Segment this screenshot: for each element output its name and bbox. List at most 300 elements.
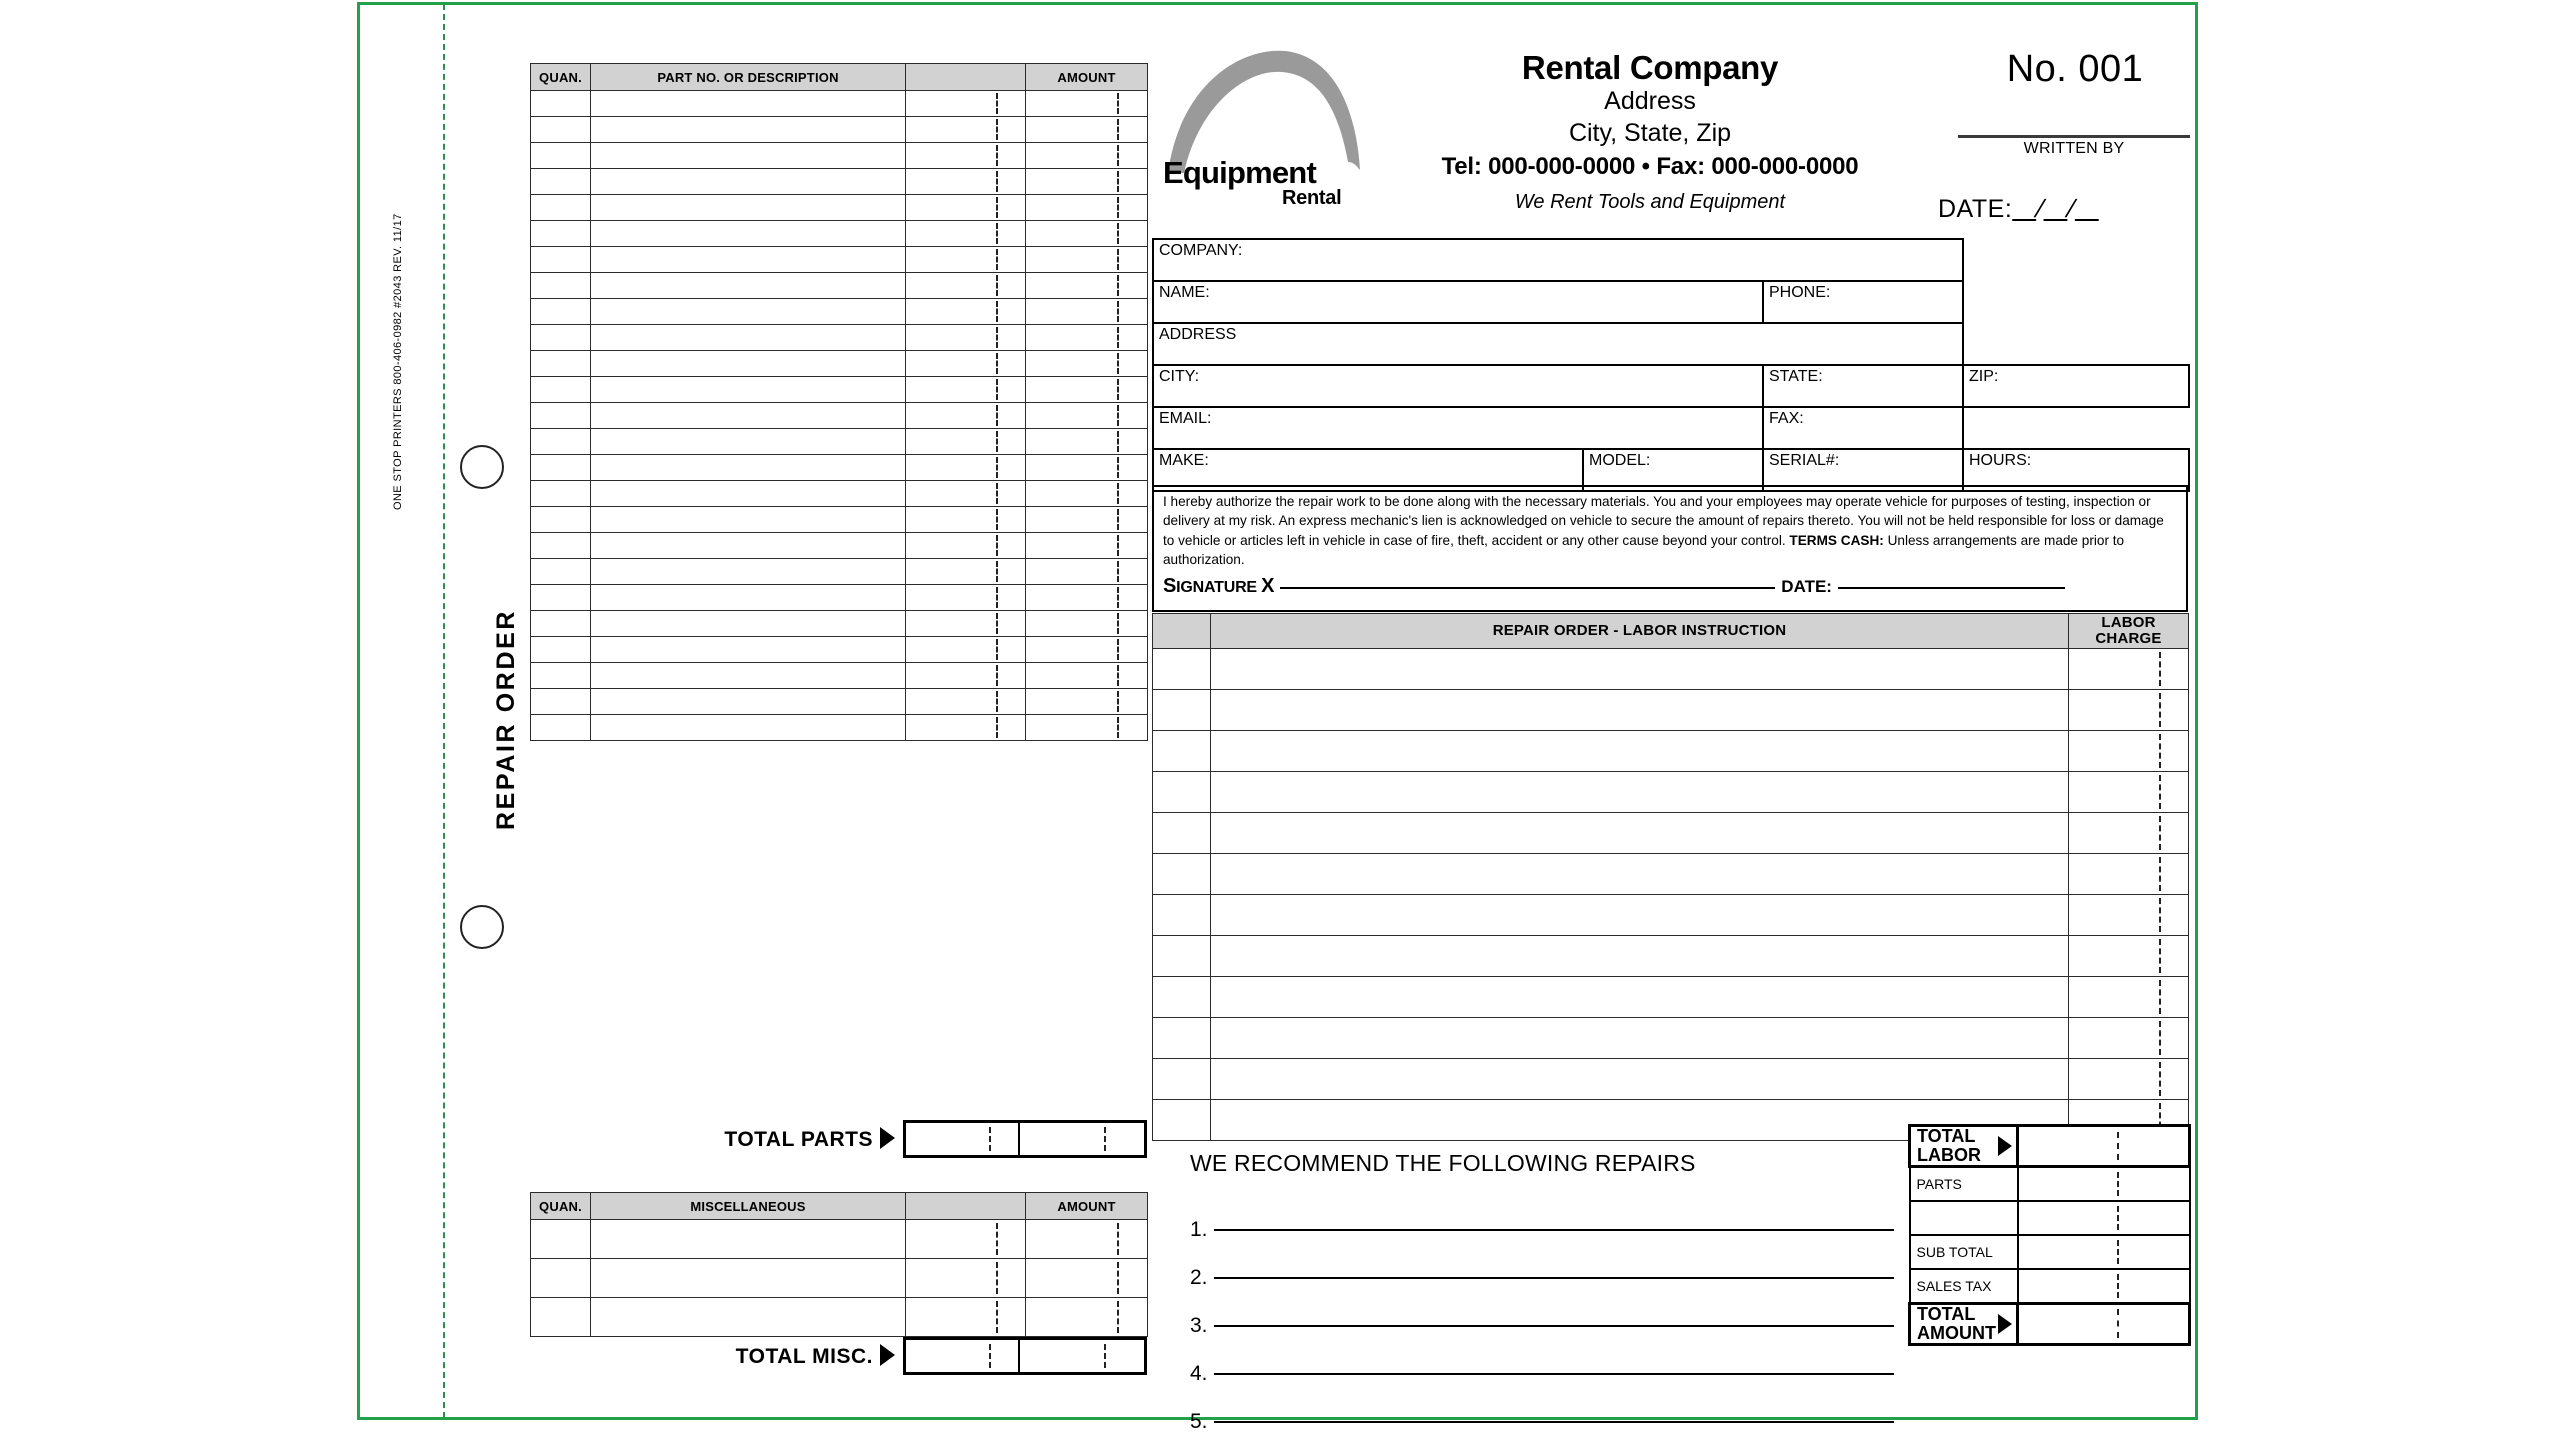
- labor-charge-cell[interactable]: [2069, 690, 2189, 731]
- hole-punch-icon: [460, 905, 504, 949]
- totals-label-line1: SALES TAX: [1916, 1277, 1992, 1294]
- parts-description-cell[interactable]: [591, 481, 906, 507]
- parts-row[interactable]: [531, 91, 1148, 117]
- total-parts-cents-dash: [989, 1127, 991, 1151]
- parts-description-cell[interactable]: [591, 195, 906, 221]
- parts-amount-cell[interactable]: [1026, 91, 1148, 117]
- field-label: EMAIL:: [1159, 410, 1212, 427]
- misc-col-rate: [906, 1193, 1026, 1220]
- labor-marker-cell[interactable]: [1153, 1018, 1211, 1059]
- misc-description-cell[interactable]: [591, 1259, 906, 1298]
- recommend-item-number: 2.: [1190, 1266, 1208, 1289]
- parts-row[interactable]: [531, 611, 1148, 637]
- recommend-item-number: 1.: [1190, 1218, 1208, 1241]
- labor-row[interactable]: [1153, 813, 2189, 854]
- parts-description-cell[interactable]: [591, 169, 906, 195]
- labor-row[interactable]: [1153, 895, 2189, 936]
- parts-col-amount: AMOUNT: [1026, 64, 1148, 91]
- company-logo: [1160, 45, 1375, 209]
- recommend-item[interactable]: [1190, 1362, 1894, 1386]
- customer-field-phone[interactable]: [1763, 281, 1963, 323]
- arrow-right-icon: [1998, 1136, 2012, 1156]
- parts-amount-cell[interactable]: [1026, 481, 1148, 507]
- labor-instruction-cell[interactable]: [1211, 1059, 2069, 1100]
- customer-field-row: [1153, 407, 2189, 449]
- customer-field-address[interactable]: [1153, 323, 1963, 365]
- totals-label-line2: AMOUNT: [1917, 1322, 1996, 1343]
- parts-rate-cell[interactable]: [906, 455, 1026, 481]
- total-misc-value-box[interactable]: [903, 1337, 1147, 1375]
- written-by-rule[interactable]: [1958, 135, 2190, 138]
- parts-description-cell[interactable]: [591, 715, 906, 741]
- parts-description-cell[interactable]: [591, 273, 906, 299]
- parts-rate-cell[interactable]: [906, 351, 1026, 377]
- parts-row[interactable]: [531, 377, 1148, 403]
- labor-row[interactable]: [1153, 772, 2189, 813]
- misc-amount-cell[interactable]: [1026, 1298, 1148, 1337]
- parts-quan-cell[interactable]: [531, 715, 591, 741]
- parts-amount-cell[interactable]: [1026, 559, 1148, 585]
- parts-amount-cell[interactable]: [1026, 611, 1148, 637]
- parts-rate-cell[interactable]: [906, 117, 1026, 143]
- parts-quan-cell[interactable]: [531, 377, 591, 403]
- parts-row[interactable]: [531, 689, 1148, 715]
- labor-marker-cell[interactable]: [1153, 690, 1211, 731]
- signature-date-label: DATE:: [1781, 577, 1832, 597]
- labor-instruction-cell[interactable]: [1211, 977, 2069, 1018]
- labor-instruction-cell[interactable]: [1211, 854, 2069, 895]
- misc-quan-cell[interactable]: [531, 1220, 591, 1259]
- parts-quan-cell[interactable]: [531, 117, 591, 143]
- parts-rate-cell[interactable]: [906, 663, 1026, 689]
- field-label: NAME:: [1159, 284, 1210, 301]
- parts-description-cell[interactable]: [591, 455, 906, 481]
- misc-col-quan: QUAN.: [531, 1193, 591, 1220]
- order-number: No. 001: [2006, 48, 2144, 90]
- parts-row[interactable]: [531, 273, 1148, 299]
- labor-instruction-cell[interactable]: [1211, 690, 2069, 731]
- totals-row: [1910, 1166, 2190, 1201]
- parts-description-cell[interactable]: [591, 247, 906, 273]
- labor-charge-cell[interactable]: [2069, 895, 2189, 936]
- labor-marker-cell[interactable]: [1153, 1059, 1211, 1100]
- parts-row[interactable]: [531, 195, 1148, 221]
- labor-marker-cell[interactable]: [1153, 813, 1211, 854]
- parts-quan-cell[interactable]: [531, 429, 591, 455]
- field-label: COMPANY:: [1159, 242, 1243, 259]
- customer-info-table: [1152, 238, 2190, 492]
- totals-label-line2: LABOR: [1917, 1144, 1981, 1165]
- parts-amount-cell[interactable]: [1026, 273, 1148, 299]
- company-address: Address: [1604, 87, 1696, 116]
- parts-quan-cell[interactable]: [531, 507, 591, 533]
- totals-label-line1: SUB TOTAL: [1916, 1243, 1993, 1260]
- parts-description-cell[interactable]: [591, 637, 906, 663]
- parts-amount-cell[interactable]: [1026, 143, 1148, 169]
- arrow-right-icon: [1998, 1314, 2012, 1334]
- parts-col-description: PART NO. OR DESCRIPTION: [591, 64, 906, 91]
- labor-row[interactable]: [1153, 854, 2189, 895]
- totals-label-line1: TOTAL: [1917, 1303, 1976, 1324]
- parts-quan-cell[interactable]: [531, 663, 591, 689]
- parts-amount-cell[interactable]: [1026, 221, 1148, 247]
- parts-description-cell[interactable]: [591, 663, 906, 689]
- labor-charge-cell[interactable]: [2069, 731, 2189, 772]
- totals-value-parts[interactable]: [2018, 1166, 2190, 1201]
- field-label: MAKE:: [1159, 452, 1209, 469]
- misc-row[interactable]: [531, 1220, 1148, 1259]
- totals-value-total-labor[interactable]: [2018, 1126, 2190, 1167]
- parts-description-cell[interactable]: [591, 299, 906, 325]
- parts-quan-cell[interactable]: [531, 689, 591, 715]
- misc-amount-cell[interactable]: [1026, 1220, 1148, 1259]
- printer-credit-text: ONE STOP PRINTERS 800-406-0982 #2043 REV. 11/17: [392, 213, 404, 510]
- total-misc-label: TOTAL MISC.: [735, 1345, 873, 1368]
- labor-row[interactable]: [1153, 1059, 2189, 1100]
- parts-description-cell[interactable]: [591, 117, 906, 143]
- parts-row[interactable]: [531, 533, 1148, 559]
- labor-marker-cell[interactable]: [1153, 1100, 1211, 1141]
- parts-row[interactable]: [531, 143, 1148, 169]
- labor-marker-cell[interactable]: [1153, 854, 1211, 895]
- parts-quan-cell[interactable]: [531, 143, 591, 169]
- authorization-block: [1152, 485, 2188, 612]
- parts-row[interactable]: [531, 247, 1148, 273]
- totals-value-sales-tax[interactable]: [2018, 1269, 2190, 1304]
- parts-quan-cell[interactable]: [531, 169, 591, 195]
- parts-description-cell[interactable]: [591, 507, 906, 533]
- parts-amount-cell[interactable]: [1026, 715, 1148, 741]
- parts-description-cell[interactable]: [591, 143, 906, 169]
- customer-field-company[interactable]: [1153, 239, 1963, 281]
- parts-row[interactable]: [531, 403, 1148, 429]
- parts-quan-cell[interactable]: [531, 585, 591, 611]
- parts-amount-cell[interactable]: [1026, 169, 1148, 195]
- parts-description-cell[interactable]: [591, 559, 906, 585]
- authorization-text-part1: I hereby authorize the repair work to be done along with the necessary materials. You and your employees may operate vehicle for purposes of testing, inspection or delivery at my risk. An express mechanic's lien is acknowledged on vehicle to secure the amount of repairs thereto. You will not be held responsible for loss or damage to vehicle or articles left in vehicle in case of fire, theft, accident or any other cause beyond your control.: [1163, 494, 2164, 548]
- parts-rate-cell[interactable]: [906, 689, 1026, 715]
- signature-ignature: IGNATURE: [1176, 579, 1262, 597]
- misc-quan-cell[interactable]: [531, 1298, 591, 1337]
- parts-row[interactable]: [531, 351, 1148, 377]
- parts-description-cell[interactable]: [591, 403, 906, 429]
- parts-rate-cell[interactable]: [906, 429, 1026, 455]
- recommend-item-rule[interactable]: [1214, 1325, 1894, 1327]
- labor-charge-cell[interactable]: [2069, 649, 2189, 690]
- parts-row[interactable]: [531, 169, 1148, 195]
- parts-amount-cell[interactable]: [1026, 663, 1148, 689]
- labor-row[interactable]: [1153, 731, 2189, 772]
- company-city-state-zip: City, State, Zip: [1568, 118, 1732, 147]
- parts-description-cell[interactable]: [591, 351, 906, 377]
- parts-rate-cell[interactable]: [906, 143, 1026, 169]
- signature-s: S: [1163, 575, 1177, 598]
- parts-description-cell[interactable]: [591, 377, 906, 403]
- parts-amount-cell[interactable]: [1026, 351, 1148, 377]
- parts-quan-cell[interactable]: [531, 611, 591, 637]
- customer-field-row: [1153, 323, 2189, 365]
- logo-word-rental: Rental: [1282, 187, 1342, 209]
- signature-input-rule[interactable]: [1280, 587, 1775, 589]
- parts-quan-cell[interactable]: [531, 637, 591, 663]
- labor-charge-cell[interactable]: [2069, 772, 2189, 813]
- labor-row[interactable]: [1153, 1018, 2189, 1059]
- company-name: Rental Company: [1521, 49, 1779, 86]
- labor-row[interactable]: [1153, 649, 2189, 690]
- misc-col-amount: AMOUNT: [1026, 1193, 1148, 1220]
- parts-rate-cell[interactable]: [906, 507, 1026, 533]
- signature-x-mark: X: [1261, 575, 1275, 598]
- totals-label-sales-tax: [1910, 1269, 2018, 1304]
- parts-rate-cell[interactable]: [906, 637, 1026, 663]
- labor-instruction-cell[interactable]: [1211, 772, 2069, 813]
- misc-rate-cell[interactable]: [906, 1298, 1026, 1337]
- customer-field-city[interactable]: [1153, 365, 1763, 407]
- labor-instruction-cell[interactable]: [1211, 649, 2069, 690]
- parts-table-header-row: [531, 64, 1148, 91]
- misc-quan-cell[interactable]: [531, 1259, 591, 1298]
- labor-marker-cell[interactable]: [1153, 895, 1211, 936]
- parts-rate-cell[interactable]: [906, 403, 1026, 429]
- recommend-item[interactable]: [1190, 1410, 1894, 1434]
- misc-table-body: [531, 1220, 1148, 1337]
- parts-rate-cell[interactable]: [906, 273, 1026, 299]
- total-parts-row: [530, 1120, 1147, 1158]
- labor-instruction-cell[interactable]: [1211, 936, 2069, 977]
- parts-description-cell[interactable]: [591, 429, 906, 455]
- parts-row[interactable]: [531, 507, 1148, 533]
- parts-row[interactable]: [531, 299, 1148, 325]
- hole-punch-icon: [460, 445, 504, 489]
- parts-description-cell[interactable]: [591, 91, 906, 117]
- parts-amount-cell[interactable]: [1026, 195, 1148, 221]
- parts-row[interactable]: [531, 585, 1148, 611]
- parts-rate-cell[interactable]: [906, 377, 1026, 403]
- arrow-right-icon: [880, 1127, 895, 1149]
- totals-table-body: [1910, 1126, 2190, 1345]
- field-label: ZIP:: [1969, 368, 1999, 385]
- labor-col-blank: [1153, 614, 1211, 649]
- labor-instruction-cell[interactable]: [1211, 1018, 2069, 1059]
- parts-quan-cell[interactable]: [531, 247, 591, 273]
- recommend-item-rule[interactable]: [1214, 1421, 1894, 1423]
- labor-marker-cell[interactable]: [1153, 977, 1211, 1018]
- parts-rate-cell[interactable]: [906, 91, 1026, 117]
- labor-row[interactable]: [1153, 690, 2189, 731]
- parts-amount-cell[interactable]: [1026, 455, 1148, 481]
- recommend-item-rule[interactable]: [1214, 1373, 1894, 1375]
- recommend-item-rule[interactable]: [1214, 1277, 1894, 1279]
- page-title-vertical: REPAIR ORDER: [492, 608, 520, 830]
- parts-row[interactable]: [531, 663, 1148, 689]
- labor-instruction-table: [1152, 613, 2189, 1141]
- parts-rate-cell[interactable]: [906, 299, 1026, 325]
- customer-field-name[interactable]: [1153, 281, 1763, 323]
- customer-field-row: [1153, 281, 2189, 323]
- parts-amount-cell[interactable]: [1026, 377, 1148, 403]
- labor-charge-cell[interactable]: [2069, 977, 2189, 1018]
- labor-col-charge: [2069, 614, 2189, 649]
- parts-rate-cell[interactable]: [906, 169, 1026, 195]
- parts-amount-cell[interactable]: [1026, 637, 1148, 663]
- recommend-item-number: 4.: [1190, 1362, 1208, 1385]
- parts-description-cell[interactable]: [591, 585, 906, 611]
- parts-rate-cell[interactable]: [906, 559, 1026, 585]
- parts-row[interactable]: [531, 559, 1148, 585]
- labor-table-header-row: [1153, 614, 2189, 649]
- customer-field-row: [1153, 239, 2189, 281]
- signature-row: [1163, 575, 2177, 605]
- parts-quan-cell[interactable]: [531, 559, 591, 585]
- customer-field-zip[interactable]: [1963, 365, 2189, 407]
- labor-charge-cell[interactable]: [2069, 854, 2189, 895]
- misc-description-cell[interactable]: [591, 1220, 906, 1259]
- parts-rate-cell[interactable]: [906, 221, 1026, 247]
- arrow-right-icon: [880, 1344, 895, 1366]
- parts-rate-cell[interactable]: [906, 247, 1026, 273]
- total-parts-cents-dash: [1104, 1127, 1106, 1151]
- parts-quan-cell[interactable]: [531, 403, 591, 429]
- company-tagline: We Rent Tools and Equipment: [1514, 190, 1786, 213]
- parts-row[interactable]: [531, 637, 1148, 663]
- parts-amount-cell[interactable]: [1026, 585, 1148, 611]
- order-date-field[interactable]: DATE: / /: [1938, 195, 2080, 223]
- parts-rate-cell[interactable]: [906, 481, 1026, 507]
- parts-quan-cell[interactable]: [531, 455, 591, 481]
- total-misc-cents-dash: [989, 1344, 991, 1368]
- parts-quan-cell[interactable]: [531, 481, 591, 507]
- labor-row[interactable]: [1153, 936, 2189, 977]
- parts-quan-cell[interactable]: [531, 533, 591, 559]
- labor-charge-cell[interactable]: [2069, 813, 2189, 854]
- parts-amount-cell[interactable]: [1026, 533, 1148, 559]
- totals-row: [1910, 1201, 2190, 1235]
- totals-row: [1910, 1235, 2190, 1269]
- parts-row[interactable]: [531, 221, 1148, 247]
- parts-quan-cell[interactable]: [531, 351, 591, 377]
- recommend-item[interactable]: [1190, 1218, 1894, 1242]
- parts-description-cell[interactable]: [591, 611, 906, 637]
- field-label: SERIAL#:: [1769, 452, 1840, 469]
- parts-amount-cell[interactable]: [1026, 325, 1148, 351]
- field-label: CITY:: [1159, 368, 1200, 385]
- miscellaneous-table: [530, 1192, 1148, 1337]
- recommend-item-rule[interactable]: [1214, 1229, 1894, 1231]
- parts-amount-cell[interactable]: [1026, 403, 1148, 429]
- parts-rate-cell[interactable]: [906, 325, 1026, 351]
- labor-charge-cell[interactable]: [2069, 1059, 2189, 1100]
- parts-description-cell[interactable]: [591, 325, 906, 351]
- customer-field-state[interactable]: [1763, 365, 1963, 407]
- parts-col-rate: [906, 64, 1026, 91]
- parts-quan-cell[interactable]: [531, 195, 591, 221]
- parts-quan-cell[interactable]: [531, 221, 591, 247]
- misc-table-header-row: [531, 1193, 1148, 1220]
- labor-marker-cell[interactable]: [1153, 731, 1211, 772]
- labor-table-body: [1153, 649, 2189, 1141]
- parts-rate-cell[interactable]: [906, 195, 1026, 221]
- field-label: HOURS:: [1969, 452, 2032, 469]
- parts-row[interactable]: [531, 117, 1148, 143]
- totals-row: [1910, 1269, 2190, 1304]
- parts-description-cell[interactable]: [591, 689, 906, 715]
- totals-value-total-amount[interactable]: [2018, 1303, 2190, 1344]
- recommend-title: WE RECOMMEND THE FOLLOWING REPAIRS: [1190, 1150, 1696, 1176]
- labor-instruction-cell[interactable]: [1211, 895, 2069, 936]
- labor-row[interactable]: [1153, 977, 2189, 1018]
- misc-row[interactable]: [531, 1298, 1148, 1337]
- totals-label-total-labor: [1910, 1126, 2018, 1167]
- labor-marker-cell[interactable]: [1153, 649, 1211, 690]
- total-misc-cents-dash: [1104, 1344, 1106, 1368]
- totals-row: [1910, 1303, 2190, 1344]
- total-parts-value-box[interactable]: [903, 1120, 1147, 1158]
- parts-row[interactable]: [531, 429, 1148, 455]
- customer-field-email[interactable]: [1153, 407, 1763, 449]
- totals-label-parts: [1910, 1166, 2018, 1201]
- parts-description-cell[interactable]: [591, 533, 906, 559]
- parts-quan-cell[interactable]: [531, 299, 591, 325]
- parts-amount-cell[interactable]: [1026, 689, 1148, 715]
- misc-row[interactable]: [531, 1259, 1148, 1298]
- parts-rate-cell[interactable]: [906, 533, 1026, 559]
- parts-rate-cell[interactable]: [906, 585, 1026, 611]
- parts-quan-cell[interactable]: [531, 325, 591, 351]
- parts-amount-cell[interactable]: [1026, 247, 1148, 273]
- totals-label-sub-total: [1910, 1235, 2018, 1269]
- totals-label-line1: PARTS: [1916, 1175, 1962, 1192]
- parts-row[interactable]: [531, 455, 1148, 481]
- labor-marker-cell[interactable]: [1153, 936, 1211, 977]
- totals-value-sub-total[interactable]: [2018, 1235, 2190, 1269]
- parts-table-body: [531, 91, 1148, 741]
- parts-rate-cell[interactable]: [906, 715, 1026, 741]
- parts-row[interactable]: [531, 325, 1148, 351]
- parts-quan-cell[interactable]: [531, 273, 591, 299]
- parts-amount-cell[interactable]: [1026, 117, 1148, 143]
- customer-field-fax[interactable]: [1763, 407, 1963, 449]
- parts-amount-cell[interactable]: [1026, 299, 1148, 325]
- signature-date-input-rule[interactable]: [1838, 587, 2065, 589]
- misc-amount-cell[interactable]: [1026, 1259, 1148, 1298]
- recommend-item[interactable]: [1190, 1314, 1894, 1338]
- labor-instruction-cell[interactable]: [1211, 813, 2069, 854]
- misc-rate-cell[interactable]: [906, 1259, 1026, 1298]
- labor-instruction-cell[interactable]: [1211, 731, 2069, 772]
- recommend-item[interactable]: [1190, 1266, 1894, 1290]
- totals-row: [1910, 1126, 2190, 1167]
- parts-row[interactable]: [531, 481, 1148, 507]
- labor-charge-cell[interactable]: [2069, 936, 2189, 977]
- field-label: STATE:: [1769, 368, 1823, 385]
- misc-description-cell[interactable]: [591, 1298, 906, 1337]
- parts-amount-cell[interactable]: [1026, 429, 1148, 455]
- order-date-label: DATE:: [1938, 195, 2013, 223]
- parts-row[interactable]: [531, 715, 1148, 741]
- totals-value-blank[interactable]: [2018, 1201, 2190, 1235]
- parts-rate-cell[interactable]: [906, 611, 1026, 637]
- signature-label: [1163, 575, 1274, 597]
- total-parts-label: TOTAL PARTS: [724, 1128, 873, 1151]
- written-by-label: WRITTEN BY: [2023, 140, 2125, 157]
- labor-charge-line2: CHARGE: [2095, 630, 2162, 647]
- parts-amount-cell[interactable]: [1026, 507, 1148, 533]
- misc-rate-cell[interactable]: [906, 1220, 1026, 1259]
- labor-marker-cell[interactable]: [1153, 772, 1211, 813]
- parts-description-cell[interactable]: [591, 221, 906, 247]
- parts-quan-cell[interactable]: [531, 91, 591, 117]
- labor-charge-cell[interactable]: [2069, 1018, 2189, 1059]
